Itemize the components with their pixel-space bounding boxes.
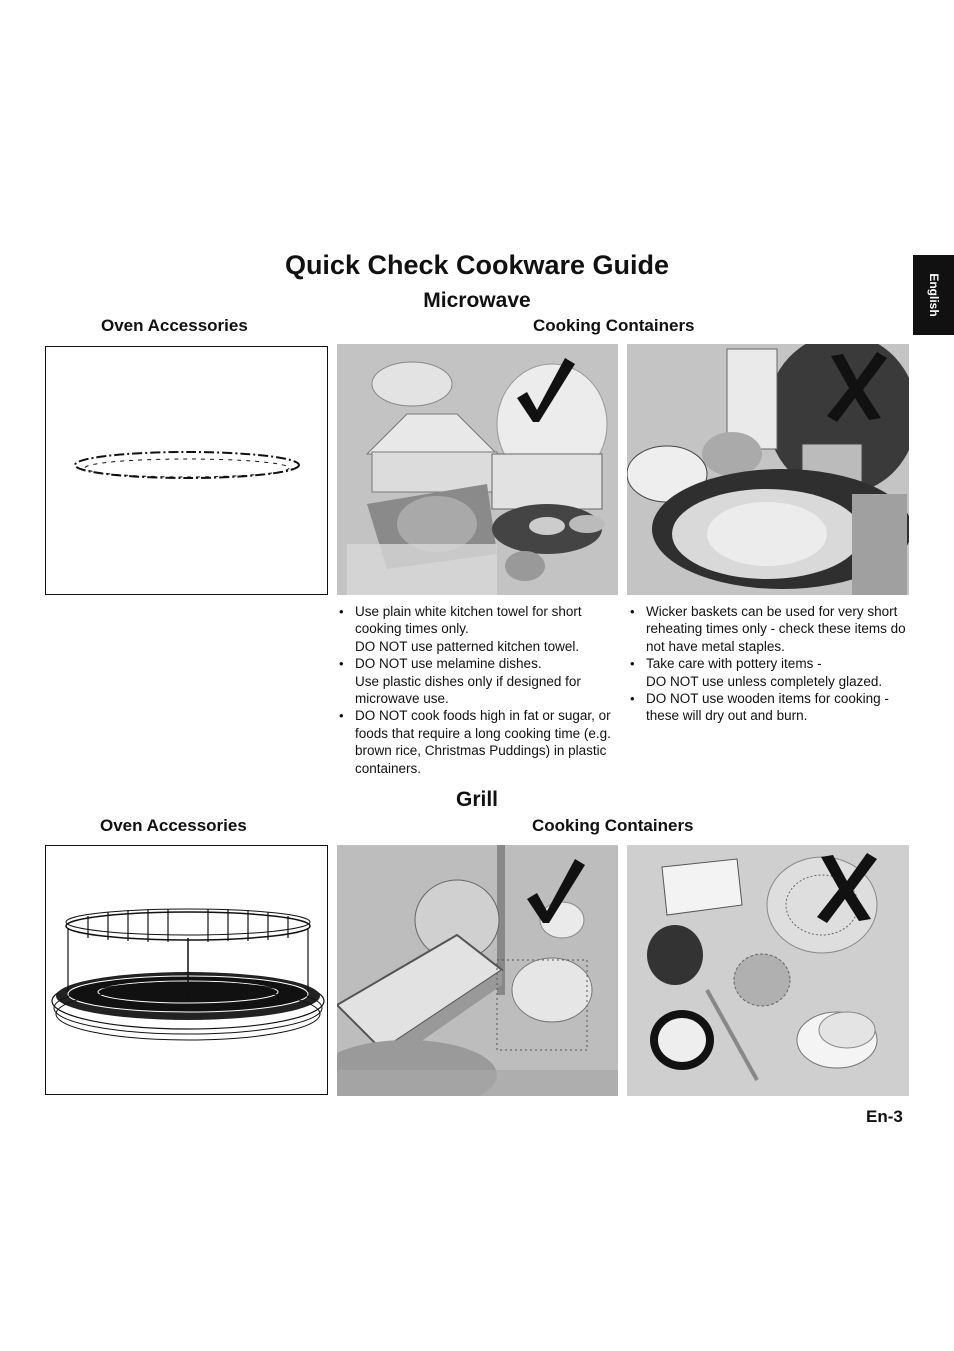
list-item: • Wicker baskets can be used for very short reheating times only - check these items do not have metal staples. [628,603,910,655]
list-item: • Take care with pottery items - DO NOT use unless completely glazed. [628,655,910,690]
check-mark-icon [523,855,587,925]
grill-oven-accessories-heading: Oven Accessories [100,816,247,835]
list-item: • DO NOT use wooden items for cooking - these will dry out and burn. [628,690,910,725]
grill-heading: Grill [455,788,498,811]
microwave-cooking-containers-heading: Cooking Containers [533,316,695,335]
microwave-oven-accessories-heading: Oven Accessories [101,316,248,335]
page-number: En-3 [866,1107,903,1126]
microwave-unsuitable-notes [628,603,910,725]
check-mark-icon [513,354,577,424]
list-item: • DO NOT use melamine dishes. Use plastic dishes only if designed for microwave use. [337,655,619,707]
cross-mark-icon [815,851,879,923]
grill-rack-illustration [45,845,328,1095]
language-tab-label: English [926,273,941,317]
microwave-suitable-cookware-photo [337,344,618,595]
grill-cooking-containers-heading: Cooking Containers [532,816,694,835]
cross-mark-icon [825,350,889,422]
microwave-suitable-notes [337,603,619,777]
microwave-heading: Microwave [423,289,531,312]
grill-suitable-cookware-photo [337,845,618,1096]
page-title: Quick Check Cookware Guide [284,250,670,280]
list-item: • Use plain white kitchen towel for short cooking times only. DO NOT use patterned kitchen towel. [337,603,619,655]
grill-unsuitable-cookware-photo [627,845,909,1096]
turntable-illustration [45,346,328,595]
microwave-unsuitable-cookware-photo [627,344,909,595]
list-item: • DO NOT cook foods high in fat or sugar, or foods that require a long cooking time (e.g. brown rice, Christmas Puddings) in plastic containers. [337,707,619,777]
